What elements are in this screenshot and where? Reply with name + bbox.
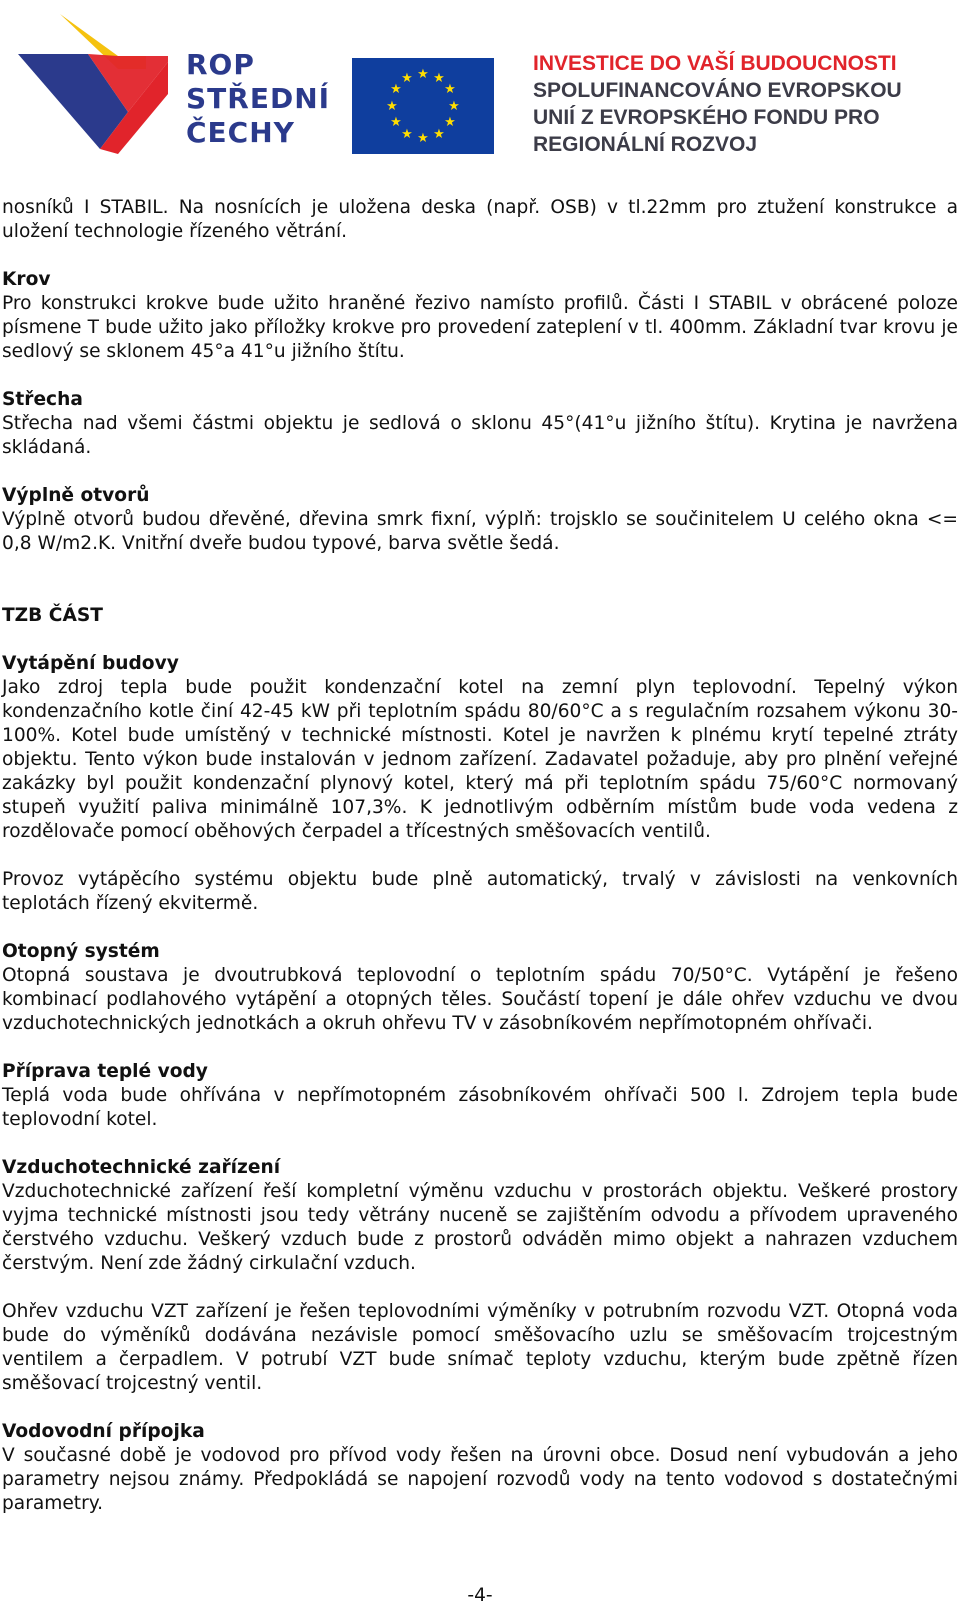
svg-text:★: ★ — [390, 115, 402, 130]
rop-line-1: ROP — [186, 48, 255, 81]
eu-flag-icon — [352, 58, 494, 154]
paragraph-vytapeni: Jako zdroj tepla bude použit kondenzační kotel na zemní plyn teplovodní. Tepelný výkon kondenzačního kotle činí 42-45 kW při teplotním spádu 80/60°C a s regulačním rozsahem výkonu 30-100%. Kotel bude umístěný v technické místnosti. Kotel je navržen k plnému krytí tepelné ztráty objektu. Tento výkon bude instalován v jednom zařízení. Zadavatel požaduje, aby pro plnění veřejné zakázky byl použit kondenzační plynový kotel, který má při teplotním spádu 75/60°C normovaný stupeň využití paliva minimálně 107,3%. K jednotlivým odběrním místům bude voda vedena z rozdělovače pomocí oběhových čerpadel a třícestných směšovacích ventilů. — [2, 677, 958, 842]
heading-krov: Krov — [2, 269, 51, 290]
heading-vzt: Vzduchotechnické zařízení — [2, 1157, 281, 1178]
svg-text:★: ★ — [444, 82, 456, 97]
heading-priprava-vody: Příprava teplé vody — [2, 1061, 208, 1082]
paragraph-vodovod: V současné době je vodovod pro přívod vody řešen na úrovni obce. Dosud není vybudován a jeho parametry nejsou známy. Předpokládá se napojení rozvodů vody na tento vodovod s dostatečnými parametry. — [2, 1445, 958, 1514]
svg-text:★: ★ — [401, 127, 413, 142]
svg-text:★: ★ — [433, 71, 445, 86]
paragraph-vyplne: Výplně otvorů budou dřevěné, dřevina smrk fixní, výplň: trojsklo se součinitelem U celého okna <= 0,8 W/m2.K. Vnitřní dveře budou typové, barva světle šedá. — [2, 509, 958, 554]
rop-line-3: ČECHY — [186, 116, 295, 149]
svg-text:★: ★ — [401, 71, 413, 86]
svg-text:★: ★ — [433, 127, 445, 142]
rop-logo-icon — [18, 14, 168, 154]
paragraph-provoz: Provoz vytápěcího systému objektu bude plně automatický, trvalý v závislosti na venkovních teplotách řízený ekvitermě. — [2, 869, 958, 914]
svg-text:★: ★ — [390, 82, 402, 97]
rop-line-2: STŘEDNÍ — [186, 82, 331, 115]
page-number: -4- — [467, 1585, 493, 1606]
page-header — [0, 0, 960, 170]
eu-slogan — [533, 50, 902, 158]
paragraph-strecha: Střecha nad všemi částmi objektu je sedlová o sklonu 45°(41°u jižního štítu). Krytina je navržena skládaná. — [2, 413, 958, 458]
svg-text:★: ★ — [417, 131, 429, 146]
paragraph-priprava-vody: Teplá voda bude ohřívána v nepřímotopném zásobníkovém ohřívači 500 l. Zdrojem tepla bude teplovodní kotel. — [2, 1085, 958, 1130]
paragraph-krov: Pro konstrukci krokve bude užito hraněné řezivo namísto profilů. Části I STABIL v obrácené poloze písmene T bude užito jako příložky krokve pro provedení zateplení v tl. 400mm. Základní tvar krovu je sedlový se sklonem 45°a 41°u jižního štítu. — [2, 293, 958, 362]
document-body — [2, 196, 958, 1516]
svg-text:★: ★ — [448, 99, 460, 114]
rop-logo-text — [186, 48, 330, 150]
paragraph-intro: nosníků I STABIL. Na nosnících je uložena deska (např. OSB) v tl.22mm pro ztužení konstrukce a uložení technologie řízeného větrání. — [2, 197, 958, 242]
svg-text:★: ★ — [386, 99, 398, 114]
eu-slogan-line-3: UNIÍ Z EVROPSKÉHO FONDU PRO — [533, 106, 880, 129]
eu-slogan-line-4: REGIONÁLNÍ ROZVOJ — [533, 133, 758, 156]
paragraph-vzt: Vzduchotechnické zařízení řeší kompletní výměnu vzduchu v prostorách objektu. Veškeré prostory vyjma technické místnosti jsou tedy větrány nuceně se zajištěním odvodu a přívodem upraveného čerstvého vzduchu. Veškerý vzduch bude z prostorů odváděn mimo objekt a nahrazen vzduchem čerstvým. Není zde žádný cirkulační vzduch. — [2, 1181, 958, 1274]
svg-text:★: ★ — [417, 67, 429, 82]
eu-slogan-line-2: SPOLUFINANCOVÁNO EVROPSKOU — [533, 79, 902, 102]
heading-vodovod: Vodovodní přípojka — [2, 1421, 205, 1442]
heading-otopny-system: Otopný systém — [2, 941, 160, 962]
paragraph-ohrev-vzt: Ohřev vzduchu VZT zařízení je řešen teplovodními výměníky v potrubním rozvodu VZT. Otopná voda bude do výměníků dodávána nezávisle pomocí směšovacího uzlu se směšovacím trojcestným ventilem a čerpadlem. V potrubí VZT bude snímač teploty vzduchu, kterým bude zpětně řízen směšovací trojcestný ventil. — [2, 1301, 958, 1394]
heading-vyplne: Výplně otvorů — [2, 485, 150, 506]
heading-strecha: Střecha — [2, 389, 83, 410]
heading-vytapeni: Vytápění budovy — [2, 653, 179, 674]
eu-slogan-line-1: INVESTICE DO VAŠÍ BUDOUCNOSTI — [533, 52, 897, 75]
paragraph-otopny-system: Otopná soustava je dvoutrubková teplovodní o teplotním spádu 70/50°C. Vytápění je řešeno kombinací podlahového vytápění a otopných těles. Součástí topení je dále ohřev vzduchu ve dvou vzduchotechnických jednotkách a okruh ohřevu TV v zásobníkovém nepřímotopném ohřívači. — [2, 965, 958, 1034]
section-title-tzb: TZB ČÁST — [2, 605, 103, 626]
svg-text:★: ★ — [444, 115, 456, 130]
